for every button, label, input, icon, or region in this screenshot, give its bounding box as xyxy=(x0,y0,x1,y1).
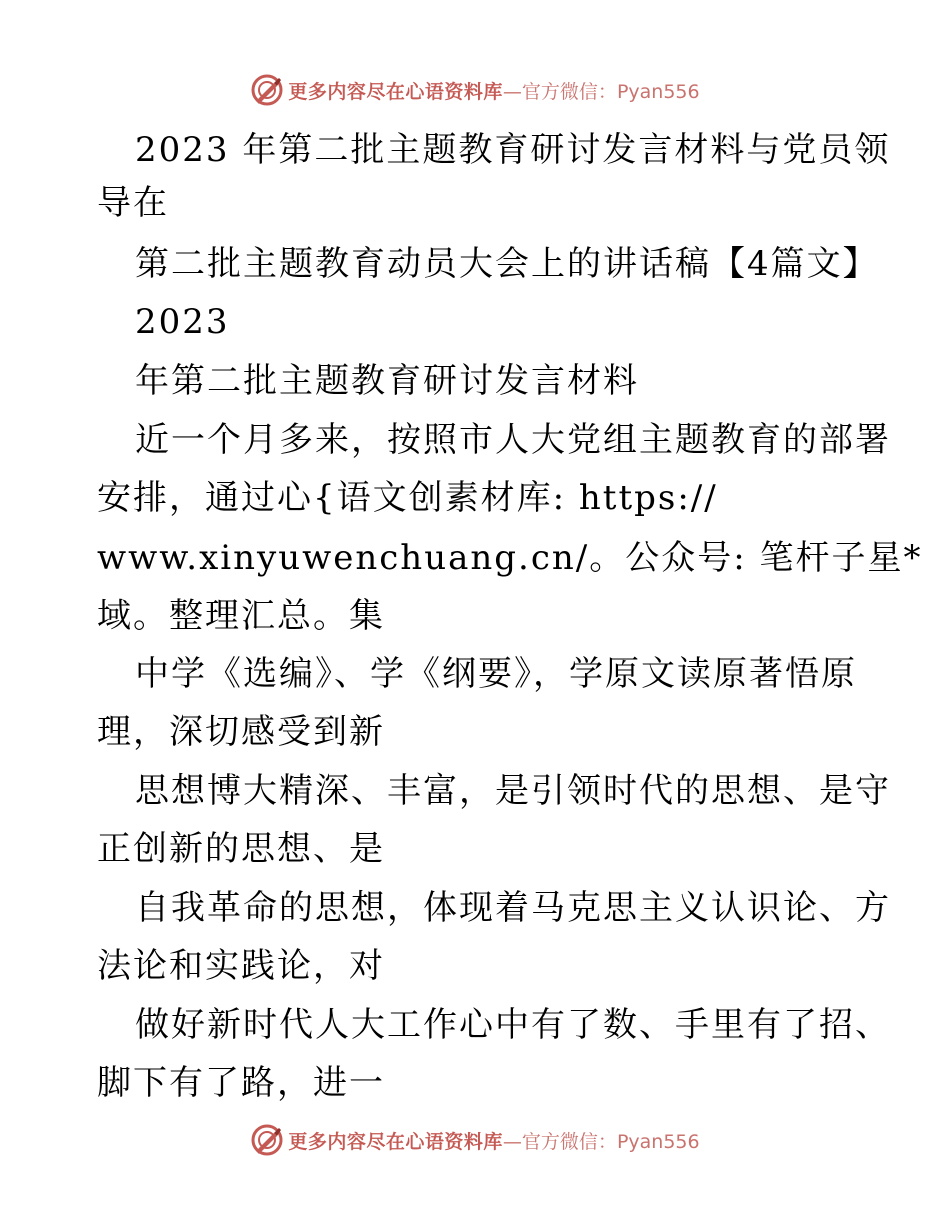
header-watermark xyxy=(0,70,950,110)
text-line: 安排，通过心{语文创素材库: https:// xyxy=(97,478,718,518)
text-line: 理，深切感受到新 xyxy=(97,712,385,752)
text-line: 年第二批主题教育研讨发言材料 xyxy=(135,361,639,401)
watermark-wechat-id: Pyan556 xyxy=(616,1130,700,1153)
text-line: 第二批主题教育动员大会上的讲话稿【4篇文】 xyxy=(135,244,879,284)
text-line: 脚下有了路，进一 xyxy=(97,1063,385,1103)
watermark-brand: 更多内容尽在心语资料库 xyxy=(288,1130,503,1153)
watermark-wechat-id: Pyan556 xyxy=(616,80,700,103)
text-line: 导在 xyxy=(97,183,169,223)
watermark-dash: — xyxy=(502,80,522,103)
text-line: 2023 年第二批主题教育研讨发言材料与党员领 xyxy=(135,130,891,170)
pen-logo-icon xyxy=(250,1123,284,1157)
watermark-official-label: 官方微信： xyxy=(521,1130,617,1153)
pen-logo-icon xyxy=(250,73,284,107)
text-line: 正创新的思想、是 xyxy=(97,829,385,869)
text-line: 法论和实践论，对 xyxy=(97,946,385,986)
text-line: 2023 xyxy=(135,302,230,342)
text-line: 中学《选编》、学《纲要》，学原文读原著悟原 xyxy=(135,654,857,694)
text-line: 做好新时代人大工作心中有了数、手里有了招、 xyxy=(135,1005,891,1045)
text-line: www.xinyuwenchuang.cn/。公众号: 笔杆子星* xyxy=(97,538,923,578)
text-line: 思想博大精深、丰富，是引领时代的思想、是守 xyxy=(135,771,891,811)
watermark-brand: 更多内容尽在心语资料库 xyxy=(288,80,503,103)
watermark-text xyxy=(288,77,699,104)
watermark-official-label: 官方微信： xyxy=(521,80,617,103)
text-line: 自我革命的思想，体现着马克思主义认识论、方 xyxy=(135,888,891,928)
footer-watermark xyxy=(0,1120,950,1160)
text-line: 域。整理汇总。集 xyxy=(97,596,385,636)
watermark-dash: — xyxy=(502,1130,522,1153)
text-line: 近一个月多来，按照市人大党组主题教育的部署 xyxy=(135,420,891,460)
watermark-text xyxy=(288,1127,699,1154)
